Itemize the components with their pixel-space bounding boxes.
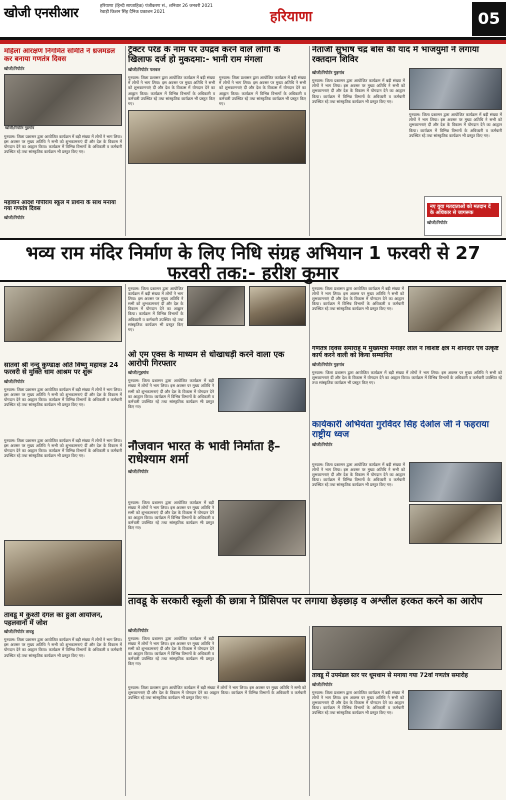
article-a7	[128, 350, 306, 436]
article-a6-right	[312, 286, 502, 344]
article-a2-body-1: गुरुग्राम। जिला प्रशासन द्वारा आयोजित कार्यक्रम में बड़ी संख्या में लोगों ने भाग लिया। इस अवसर पर मुख्य अतिथि ने सभी को शुभकामनाएं दीं और देश के विकास में योगदान देने का आह्वान किया। कार्यक्रम में विभिन्न विभागों के अधिकारी व कर्मचारी उपस्थित रहे तथा सांस्कृतिक कार्यक्रम भी प्रस्तुत किए गए।	[128, 75, 215, 106]
article-a13-photo	[312, 626, 502, 670]
article-a2-columns	[128, 75, 306, 106]
article-a13-byline: खोजी/रिपोर्टर	[312, 681, 333, 687]
column-rule	[125, 46, 126, 236]
article-a11-title: तावडू में कुश्ती दंगल का हुआ आयोजन, पहलवानों में जोश	[4, 612, 103, 627]
article-a13-photo-2	[408, 690, 502, 730]
article-a6-title: भव्य राम मंदिर निर्माण के लिए निधि संग्रह अभियान 1 फरवरी से 27 फरवरी तक:- हरीश कुमार	[25, 243, 481, 284]
article-a9	[312, 346, 502, 416]
column-rule	[125, 284, 126, 796]
article-a2-byline: खोजी/रिपोर्टर पलवल	[128, 67, 161, 73]
side-box-title: नए युवा मतदाताओं को मतदान दें के अधिकार से जागरूक	[427, 203, 499, 217]
section-title: हरियाणा	[270, 9, 313, 25]
article-a4-byline: खोजी/रिपोर्टर	[4, 214, 25, 220]
article-a1-caption: खोजी/रिपोर्टर गुड़गांव	[5, 124, 35, 130]
article-a10-photo-1	[409, 462, 502, 502]
article-a12-body-2: गुरुग्राम। जिला प्रशासन द्वारा आयोजित कार्यक्रम में बड़ी संख्या में लोगों ने भाग लिया। इस अवसर पर मुख्य अतिथि ने सभी को शुभकामनाएं दीं और देश के विकास में योगदान देने का आह्वान किया। कार्यक्रम में विभिन्न विभागों के अधिकारी व कर्मचारी उपस्थित रहे तथा सांस्कृतिक कार्यक्रम भी प्रस्तुत किए गए।	[128, 685, 306, 701]
article-a10-title: कार्यकारी अभियंता गुरविंदर सिंह देओल जी ने फहराया राष्ट्रीय ध्वज	[312, 420, 489, 441]
article-a12-body	[128, 626, 306, 796]
side-box	[424, 196, 502, 236]
article-a1	[4, 48, 122, 198]
article-a10-byline: खोजी/रिपोर्टर	[312, 442, 333, 448]
article-a3-photo	[409, 68, 502, 110]
article-a10-columns	[312, 462, 502, 544]
page-header	[0, 0, 506, 40]
article-a3-title: नेताजी सुभाष चंद्र बोस की याद में भाजयुमो ने लगाया रक्तदान शिविर	[312, 46, 480, 65]
header-rule	[0, 40, 506, 44]
column-rule	[309, 626, 310, 796]
article-a8-body	[128, 500, 306, 590]
article-a1-byline: खोजी/रिपोर्टर	[4, 65, 25, 71]
article-a5-photo-block	[4, 286, 122, 358]
article-a12-byline: खोजी/रिपोर्टर	[128, 628, 149, 633]
article-a3-body-2: गुरुग्राम। जिला प्रशासन द्वारा आयोजित कार्यक्रम में बड़ी संख्या में लोगों ने भाग लिया। इस अवसर पर मुख्य अतिथि ने सभी को शुभकामनाएं दीं और देश के विकास में योगदान देने का आह्वान किया। कार्यक्रम में विभिन्न विभागों के अधिकारी व कर्मचारी उपस्थित रहे तथा सांस्कृतिक कार्यक्रम भी प्रस्तुत किए गए।	[409, 112, 502, 138]
article-a7-byline: खोजी/गुड़गांव	[128, 370, 149, 376]
article-a10	[312, 420, 502, 460]
article-a7-title: ओ एम एक्स के माध्यम से धोखाधड़ी करने वाला एक आरोपी गिरफ्तार	[128, 350, 285, 369]
article-a12-columns	[128, 636, 306, 682]
article-a13-title: तावडू में उपमंडल स्तर पर धूमधाम से मनाया गया 72वां गणतंत्र समारोह	[312, 672, 468, 679]
article-a9-byline: खोजी/रिपोर्टर गुड़गांव	[312, 361, 345, 367]
article-a12-photo	[218, 636, 306, 682]
article-a7-photo	[218, 378, 306, 412]
meta-line-2: रेवाड़ी किशन सिंह दैनिक प्रकाशन 2021	[100, 10, 166, 15]
article-a8-photo	[218, 500, 306, 556]
article-a2	[128, 46, 306, 236]
article-a5-body-2: गुरुग्राम। जिला प्रशासन द्वारा आयोजित कार्यक्रम में बड़ी संख्या में लोगों ने भाग लिया। इस अवसर पर मुख्य अतिथि ने सभी को शुभकामनाएं दीं और देश के विकास में योगदान देने का आह्वान किया। कार्यक्रम में विभिन्न विभागों के अधिकारी व कर्मचारी उपस्थित रहे तथा सांस्कृतिक कार्यक्रम भी प्रस्तुत किए गए।	[4, 438, 122, 459]
article-a13-body-1: गुरुग्राम। जिला प्रशासन द्वारा आयोजित कार्यक्रम में बड़ी संख्या में लोगों ने भाग लिया। इस अवसर पर मुख्य अतिथि ने सभी को शुभकामनाएं दीं और देश के विकास में योगदान देने का आह्वान किया। कार्यक्रम में विभिन्न विभागों के अधिकारी व कर्मचारी उपस्थित रहे तथा सांस्कृतिक कार्यक्रम भी प्रस्तुत किए गए।	[312, 689, 404, 716]
article-a8	[128, 440, 306, 500]
article-a4-title: महावान आदर्श गोपीराय स्कूल में प्रार्थना के साथ मनाया गया गणतंत्र दिवस	[4, 200, 116, 213]
article-a7-body-1: गुरुग्राम। जिला प्रशासन द्वारा आयोजित कार्यक्रम में बड़ी संख्या में लोगों ने भाग लिया। इस अवसर पर मुख्य अतिथि ने सभी को शुभकामनाएं दीं और देश के विकास में योगदान देने का आह्वान किया। कार्यक्रम में विभिन्न विभागों के अधिकारी व कर्मचारी उपस्थित रहे तथा सांस्कृतिक कार्यक्रम भी प्रस्तुत किए गए।	[128, 378, 214, 409]
article-a5-body: गुरुग्राम। जिला प्रशासन द्वारा आयोजित कार्यक्रम में बड़ी संख्या में लोगों ने भाग लिया। इस अवसर पर मुख्य अतिथि ने सभी को शुभकामनाएं दीं और देश के विकास में योगदान देने का आह्वान किया। कार्यक्रम में विभिन्न विभागों के अधिकारी व कर्मचारी उपस्थित रहे तथा सांस्कृतिक कार्यक्रम भी प्रस्तुत किए गए।	[4, 386, 122, 408]
article-a2-photo	[128, 110, 306, 164]
article-a6-photo-2	[249, 286, 306, 326]
article-a6-right-columns	[312, 286, 502, 332]
article-a12	[128, 594, 502, 622]
article-a10-photo-2	[409, 504, 502, 544]
article-a11-byline: खोजी/रिपोर्टर तावडू	[4, 629, 34, 635]
masthead-meta	[100, 4, 213, 16]
article-a10-body-1: गुरुग्राम। जिला प्रशासन द्वारा आयोजित कार्यक्रम में बड़ी संख्या में लोगों ने भाग लिया। इस अवसर पर मुख्य अतिथि ने सभी को शुभकामनाएं दीं और देश के विकास में योगदान देने का आह्वान किया। कार्यक्रम में विभिन्न विभागों के अधिकारी व कर्मचारी उपस्थित रहे तथा सांस्कृतिक कार्यक्रम भी प्रस्तुत किए गए।	[312, 462, 405, 488]
article-a13-columns	[312, 690, 502, 730]
article-a5	[4, 362, 122, 432]
article-a8-title: नौजवान भारत के भावी निर्माता है–राधेश्याम शर्मा	[128, 440, 281, 467]
side-box-byline: खोजी/रिपोर्टर	[427, 220, 448, 225]
article-a12-body-1: गुरुग्राम। जिला प्रशासन द्वारा आयोजित कार्यक्रम में बड़ी संख्या में लोगों ने भाग लिया। इस अवसर पर मुख्य अतिथि ने सभी को शुभकामनाएं दीं और देश के विकास में योगदान देने का आह्वान किया। कार्यक्रम में विभिन्न विभागों के अधिकारी व कर्मचारी उपस्थित रहे तथा सांस्कृतिक कार्यक्रम भी प्रस्तुत किए गए।	[128, 636, 214, 667]
article-a1-photo	[4, 74, 122, 130]
article-a11-body: गुरुग्राम। जिला प्रशासन द्वारा आयोजित कार्यक्रम में बड़ी संख्या में लोगों ने भाग लिया। इस अवसर पर मुख्य अतिथि ने सभी को शुभकामनाएं दीं और देश के विकास में योगदान देने का आह्वान किया। कार्यक्रम में विभिन्न विभागों के अधिकारी व कर्मचारी उपस्थित रहे तथा सांस्कृतिक कार्यक्रम भी प्रस्तुत किए गए।	[4, 637, 122, 658]
article-a3-byline: खोजी/रिपोर्टर गुड़गांव	[312, 70, 345, 76]
article-a2-body-2: गुरुग्राम। जिला प्रशासन द्वारा आयोजित कार्यक्रम में बड़ी संख्या में लोगों ने भाग लिया। इस अवसर पर मुख्य अतिथि ने सभी को शुभकामनाएं दीं और देश के विकास में योगदान देने का आह्वान किया। कार्यक्रम में विभिन्न विभागों के अधिकारी व कर्मचारी उपस्थित रहे तथा सांस्कृतिक कार्यक्रम भी प्रस्तुत किए गए।	[219, 75, 306, 106]
article-a6-body-1: गुरुग्राम। जिला प्रशासन द्वारा आयोजित कार्यक्रम में बड़ी संख्या में लोगों ने भाग लिया। इस अवसर पर मुख्य अतिथि ने सभी को शुभकामनाएं दीं और देश के विकास में योगदान देने का आह्वान किया। कार्यक्रम में विभिन्न विभागों के अधिकारी व कर्मचारी उपस्थित रहे तथा सांस्कृतिक कार्यक्रम भी प्रस्तुत किए गए।	[128, 286, 184, 332]
article-a2-title: ट्रैक्टर परेड के नाम पर उपद्रव करने वाले लोगों के खिलाफ दर्ज हो मुकदमा:- भानी राम मंगला	[128, 46, 281, 65]
article-a11-photo-block	[4, 540, 122, 612]
article-a6-right-photo	[408, 286, 502, 332]
article-a1-body: गुरुग्राम। जिला प्रशासन द्वारा आयोजित कार्यक्रम में बड़ी संख्या में लोगों ने भाग लिया। इस अवसर पर मुख्य अतिथि ने सभी को शुभकामनाएं दीं और देश के विकास में योगदान देने का आह्वान किया। कार्यक्रम में विभिन्न विभागों के अधिकारी व कर्मचारी उपस्थित रहे तथा सांस्कृतिक कार्यक्रम भी प्रस्तुत किए गए।	[4, 133, 122, 154]
article-a6-columns	[128, 286, 306, 332]
article-a7-columns	[128, 378, 306, 412]
article-a8-byline: खोजी/रिपोर्टर	[128, 468, 149, 474]
article-a6-right-body: गुरुग्राम। जिला प्रशासन द्वारा आयोजित कार्यक्रम में बड़ी संख्या में लोगों ने भाग लिया। इस अवसर पर मुख्य अतिथि ने सभी को शुभकामनाएं दीं और देश के विकास में योगदान देने का आह्वान किया। कार्यक्रम में विभिन्न विभागों के अधिकारी व कर्मचारी उपस्थित रहे तथा सांस्कृतिक कार्यक्रम भी प्रस्तुत किए गए।	[312, 286, 404, 312]
article-a5-byline: खोजी/रिपोर्टर	[4, 378, 25, 384]
article-a1-title: महिला आरक्षण निगमित समिति ने थ्रजमंडल कर बनाया गणतंत्र दिवस	[4, 48, 115, 63]
article-a5-continued	[4, 438, 122, 538]
article-a5-photo	[4, 286, 122, 342]
article-a10-body	[312, 462, 502, 582]
article-a9-body: गुरुग्राम। जिला प्रशासन द्वारा आयोजित कार्यक्रम में बड़ी संख्या में लोगों ने भाग लिया। इस अवसर पर मुख्य अतिथि ने सभी को शुभकामनाएं दीं और देश के विकास में योगदान देने का आह्वान किया। कार्यक्रम में विभिन्न विभागों के अधिकारी व कर्मचारी उपस्थित रहे तथा सांस्कृतिक कार्यक्रम भी प्रस्तुत किए गए।	[312, 369, 502, 386]
article-a6-body	[128, 286, 306, 346]
article-a8-columns	[128, 500, 306, 556]
meta-line-1: हरियाणा (हिन्दी साप्ताहिक) पंजीकरण सं., शनिवार 26 जनवरी 2021	[100, 4, 213, 9]
article-a5-title: सातवां श्री नन्दू कुण्डाक्ष अति विष्णु महायज्ञ 24 फरवरी से मुक्ति धाम आश्रम पर शुरू	[4, 362, 119, 377]
article-a12-title: तावडू के सरकारी स्कूली की छात्रा ने प्रिंसिपल पर लगाया छेड़छाड़ व अश्लील हरकत करने का आरोप	[128, 596, 483, 607]
article-a3-body-1: गुरुग्राम। जिला प्रशासन द्वारा आयोजित कार्यक्रम में बड़ी संख्या में लोगों ने भाग लिया। इस अवसर पर मुख्य अतिथि ने सभी को शुभकामनाएं दीं और देश के विकास में योगदान देने का आह्वान किया। कार्यक्रम में विभिन्न विभागों के अधिकारी व कर्मचारी उपस्थित रहे तथा सांस्कृतिक कार्यक्रम भी प्रस्तुत किए गए।	[312, 78, 405, 104]
article-a11-photo	[4, 540, 122, 606]
article-a13	[312, 626, 502, 796]
article-a11	[4, 612, 122, 796]
article-a8-body-1: गुरुग्राम। जिला प्रशासन द्वारा आयोजित कार्यक्रम में बड़ी संख्या में लोगों ने भाग लिया। इस अवसर पर मुख्य अतिथि ने सभी को शुभकामनाएं दीं और देश के विकास में योगदान देने का आह्वान किया। कार्यक्रम में विभिन्न विभागों के अधिकारी व कर्मचारी उपस्थित रहे तथा सांस्कृतिक कार्यक्रम भी प्रस्तुत किए गए।	[128, 500, 214, 531]
column-rule	[309, 46, 310, 236]
lead-banner	[0, 238, 506, 282]
article-a6-photo-1	[187, 286, 244, 326]
page-number: 05	[472, 2, 506, 36]
masthead-title: खोजी एनसीआर	[4, 6, 79, 21]
article-a4	[4, 200, 122, 236]
column-rule	[309, 284, 310, 594]
article-a3-columns	[312, 68, 502, 137]
article-a9-title: गणतंत्र दिवस समारोह में मुख्यमंत्री मनोहर लाल ने विशिष्ट क्षेत्र में शानदार एवं उत्कृष्ट कार्य करने वाली को किया सम्मानित	[312, 346, 499, 359]
